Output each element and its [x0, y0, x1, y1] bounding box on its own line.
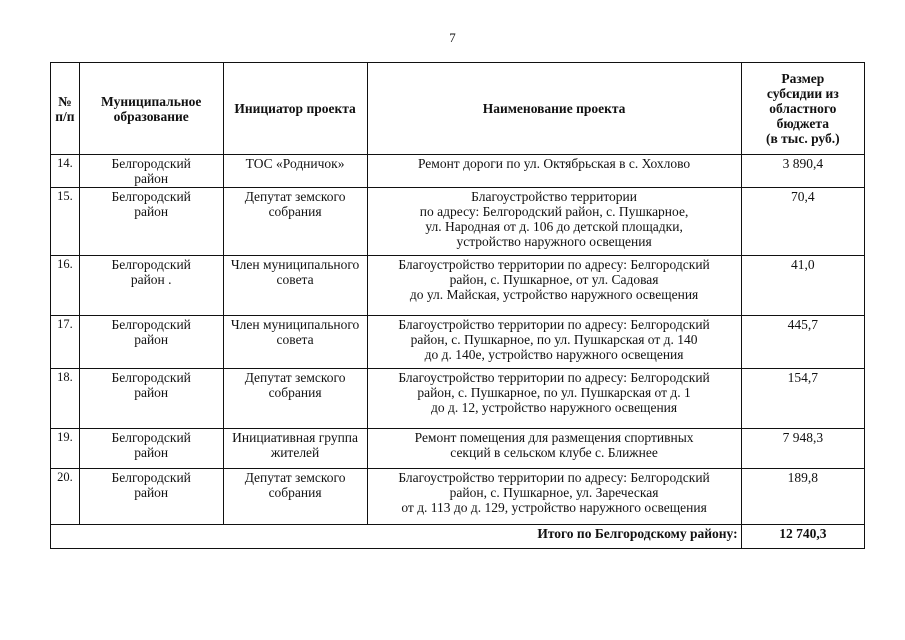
row-project-name: Благоустройство территории по адресу: Белгородский район, с. Пушкарное, по ул. Пушкарская от д. 1 до д. 12, устройство наружного освещения — [367, 369, 741, 429]
total-amount: 12 740,3 — [741, 525, 864, 549]
table-row — [51, 369, 865, 429]
row-municipality: Белгородский район — [79, 469, 223, 525]
header-subsidy-amount: Размер субсидии из областного бюджета (в тыс. руб.) — [741, 63, 864, 155]
row-initiator: Член муниципального совета — [223, 316, 367, 369]
row-subsidy-amount: 41,0 — [741, 256, 864, 316]
table-row — [51, 155, 865, 188]
row-project-name: Благоустройство территории по адресу: Белгородский район, с. Пушкарное, ул. Народная от д. 106 до детской площадки, устройство наружного освещения — [367, 188, 741, 256]
row-municipality: Белгородский район — [79, 316, 223, 369]
header-initiator: Инициатор проекта — [223, 63, 367, 155]
row-initiator: Инициативная группа жителей — [223, 429, 367, 469]
row-number: 15. — [51, 188, 80, 256]
row-number: 17. — [51, 316, 80, 369]
table-row — [51, 469, 865, 525]
header-municipality: Муниципальное образование — [79, 63, 223, 155]
header-number: № п/п — [51, 63, 80, 155]
table-row — [51, 256, 865, 316]
row-number: 20. — [51, 469, 80, 525]
row-initiator: Депутат земского собрания — [223, 188, 367, 256]
row-municipality: Белгородский район — [79, 369, 223, 429]
row-number: 19. — [51, 429, 80, 469]
table-row — [51, 188, 865, 256]
page-number: 7 — [449, 30, 456, 45]
row-subsidy-amount: 154,7 — [741, 369, 864, 429]
row-number: 14. — [51, 155, 80, 188]
row-subsidy-amount: 70,4 — [741, 188, 864, 256]
total-row — [51, 525, 865, 549]
row-number: 16. — [51, 256, 80, 316]
row-initiator: Депутат земского собрания — [223, 469, 367, 525]
table-row — [51, 429, 865, 469]
row-subsidy-amount: 3 890,4 — [741, 155, 864, 188]
table-header-row — [51, 63, 865, 155]
total-label: Итого по Белгородскому району: — [51, 525, 742, 549]
row-initiator: ТОС «Родничок» — [223, 155, 367, 188]
row-municipality: Белгородский район — [79, 429, 223, 469]
table-row — [51, 316, 865, 369]
row-project-name: Ремонт дороги по ул. Октябрьская в с. Хохлово — [367, 155, 741, 188]
header-project-name: Наименование проекта — [367, 63, 741, 155]
row-municipality: Белгородский район — [79, 155, 223, 188]
row-subsidy-amount: 445,7 — [741, 316, 864, 369]
row-municipality: Белгородский район — [79, 188, 223, 256]
row-municipality: Белгородский район . — [79, 256, 223, 316]
row-initiator: Депутат земского собрания — [223, 369, 367, 429]
row-project-name: Ремонт помещения для размещения спортивных секций в сельском клубе с. Ближнее — [367, 429, 741, 469]
row-project-name: Благоустройство территории по адресу: Белгородский район, с. Пушкарное, ул. Зареческая от д. 113 до д. 129, устройство наружного освещения — [367, 469, 741, 525]
row-project-name: Благоустройство территории по адресу: Белгородский район, с. Пушкарное, от ул. Садовая до ул. Майская, устройство наружного освещения — [367, 256, 741, 316]
subsidy-table — [50, 62, 865, 549]
row-subsidy-amount: 7 948,3 — [741, 429, 864, 469]
row-project-name: Благоустройство территории по адресу: Белгородский район, с. Пушкарное, по ул. Пушкарская от д. 140 до д. 140е, устройство наружного освещения — [367, 316, 741, 369]
row-subsidy-amount: 189,8 — [741, 469, 864, 525]
row-initiator: Член муниципального совета — [223, 256, 367, 316]
row-number: 18. — [51, 369, 80, 429]
